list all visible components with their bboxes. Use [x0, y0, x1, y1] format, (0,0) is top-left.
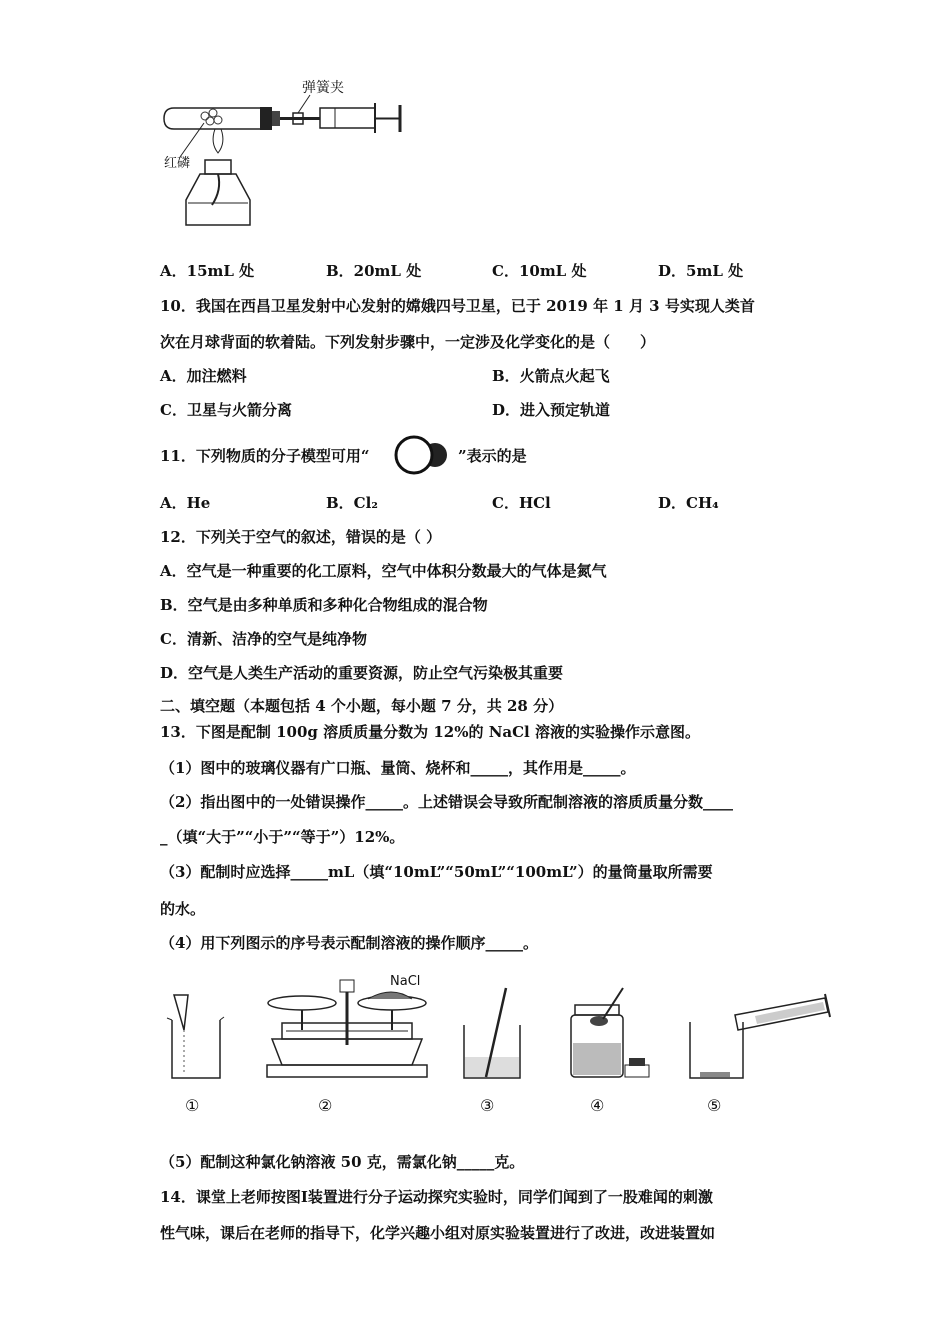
nacl-label: NaCl: [390, 975, 421, 989]
q11-option-c: C．HCl: [492, 494, 551, 512]
beaker-stirring-figure: [458, 985, 528, 1085]
balance-figure: [262, 975, 442, 1090]
q11-option-d: D．CH₄: [658, 494, 719, 512]
figure-number-3: ③: [480, 1096, 495, 1115]
q14-stem-line1: 14．课堂上老师按图Ⅰ装置进行分子运动探究实验时，同学们闻到了一股难闻的刺激: [160, 1188, 713, 1206]
beaker-funnel-figure: [162, 990, 232, 1085]
q12-option-b: B．空气是由多种单质和多种化合物组成的混合物: [160, 596, 488, 614]
q9-option-d: D．5mL 处: [658, 262, 744, 280]
q13-part2-line1: （2）指出图中的一处错误操作_____。上述错误会导致所配制溶液的溶质质量分数____: [160, 793, 733, 811]
q10-option-d: D．进入预定轨道: [492, 401, 611, 419]
molecule-model-icon: [393, 434, 457, 476]
q12-option-a: A．空气是一种重要的化工原料，空气中体积分数最大的气体是氮气: [160, 562, 607, 580]
q9-option-c: C．10mL 处: [492, 262, 587, 280]
q10-stem-line2: 次在月球背面的软着陆。下列发射步骤中，一定涉及化学变化的是（ ）: [160, 333, 656, 351]
figure-number-1: ①: [185, 1096, 200, 1115]
q12-stem: 12．下列关于空气的叙述，错误的是（ ）: [160, 528, 442, 546]
q10-option-b: B．火箭点火起飞: [492, 367, 610, 385]
q9-option-b: B．20mL 处: [326, 262, 422, 280]
q13-part3-line2: 的水。: [160, 900, 206, 918]
q11-stem-suffix: ”表示的是: [458, 447, 527, 465]
pouring-figure: [685, 990, 835, 1085]
q11-option-b: B．Cl₂: [326, 494, 378, 512]
red-phosphorus-label: 红磷: [164, 156, 191, 171]
apparatus-figure: [160, 75, 410, 235]
section-heading: 二、填空题（本题包括 4 个小题，每小题 7 分，共 28 分）: [160, 697, 564, 715]
q13-part5: （5）配制这种氯化钠溶液 50 克，需氯化钠_____克。: [160, 1153, 525, 1171]
q11-stem-prefix: 11．下列物质的分子模型可用“: [160, 447, 370, 465]
q9-option-a: A．15mL 处: [160, 262, 255, 280]
q10-option-c: C．卫星与火箭分离: [160, 401, 292, 419]
figure-number-5: ⑤: [707, 1096, 722, 1115]
q12-option-d: D．空气是人类生产活动的重要资源，防止空气污染极其重要: [160, 664, 564, 682]
q10-option-a: A．加注燃料: [160, 367, 247, 385]
q13-part3-line1: （3）配制时应选择_____mL（填“10mL”“50mL”“100mL”）的量筒量取所需要: [160, 863, 713, 881]
q13-stem: 13．下图是配制 100g 溶质质量分数为 12%的 NaCl 溶液的实验操作示意图。: [160, 723, 700, 741]
figure-number-4: ④: [590, 1096, 605, 1115]
q13-part1: （1）图中的玻璃仪器有广口瓶、量筒、烧杯和_____，其作用是_____。: [160, 759, 636, 777]
q13-part2-line2: _（填“大于”“小于”“等于”）12%。: [160, 828, 405, 846]
q12-option-c: C．清新、洁净的空气是纯净物: [160, 630, 367, 648]
q10-stem-line1: 10．我国在西昌卫星发射中心发射的嫦娥四号卫星，已于 2019 年 1 月 3 号实现人类首: [160, 297, 755, 315]
figure-number-2: ②: [318, 1096, 333, 1115]
spring-clip-label: 弹簧夹: [302, 80, 344, 96]
q14-stem-line2: 性气味，课后在老师的指导下，化学兴趣小组对原实验装置进行了改进，改进装置如: [160, 1224, 716, 1242]
q13-part4: （4）用下列图示的序号表示配制溶液的操作顺序_____。: [160, 934, 538, 952]
q11-option-a: A．He: [160, 494, 211, 512]
reagent-bottle-figure: [565, 985, 660, 1085]
